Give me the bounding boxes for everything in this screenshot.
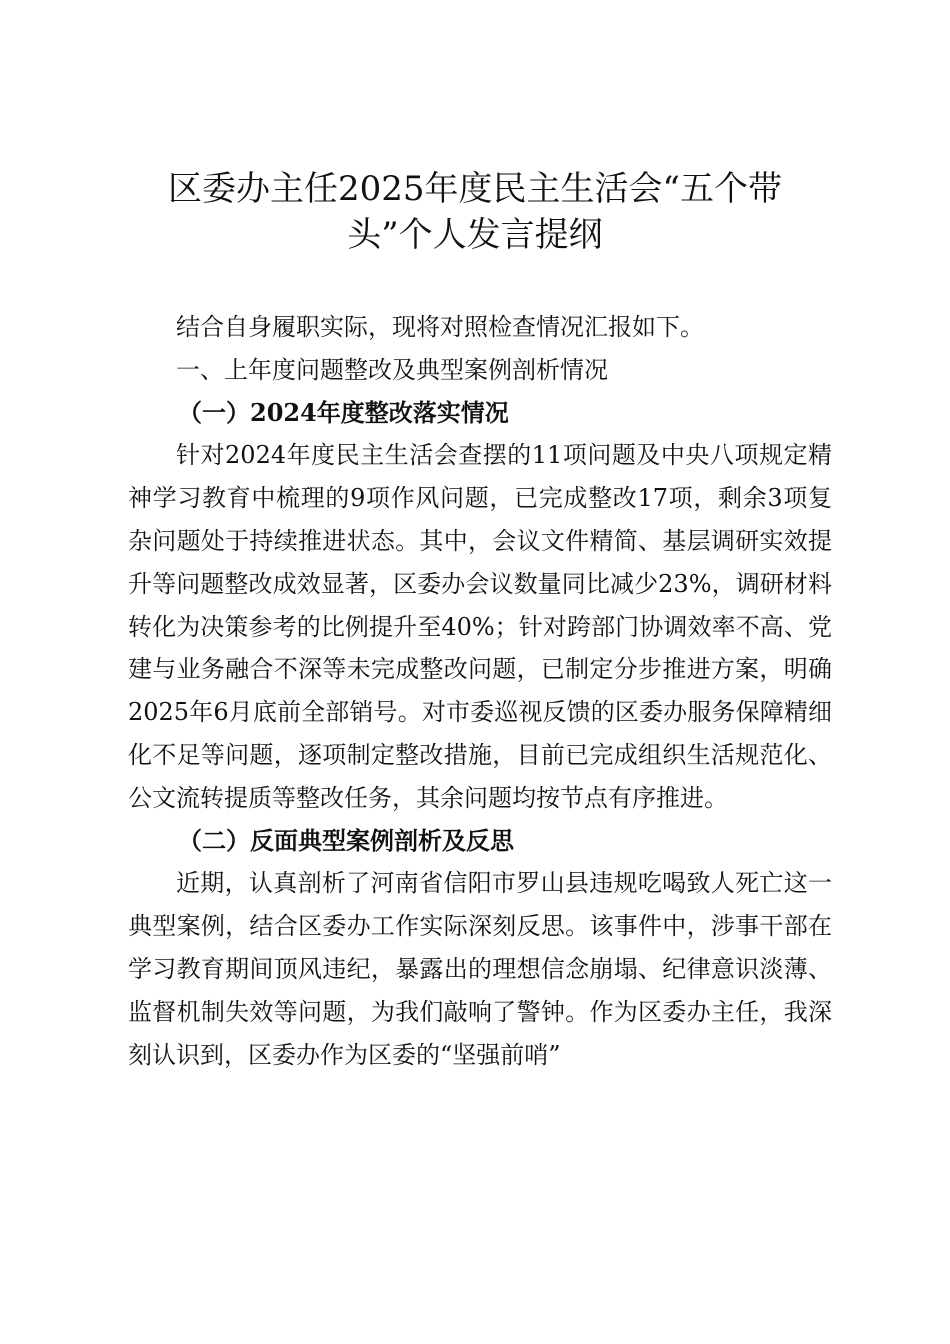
subsection-1-heading: （一）2024年度整改落实情况 xyxy=(178,397,509,427)
title-line-1: 区委办主任2025年度民主生活会“五个带 xyxy=(168,169,782,209)
title-line-2: 头”个人发言提纲 xyxy=(347,215,603,255)
intro-paragraph: 结合自身履职实际，现将对照检查情况汇报如下。 xyxy=(176,313,704,341)
section-1-heading: 一、上年度问题整改及典型案例剖析情况 xyxy=(176,355,608,384)
document-title xyxy=(120,166,830,258)
subsection-2-paragraph: 近期，认真剖析了河南省信阳市罗山县违规吃喝致人死亡这一典型案例，结合区委办工作实际深刻反思。该事件中，涉事干部在学习教育期间顶风违纪，暴露出的理想信念崩塌、纪律意识淡薄、监督机制失效等问题，为我们敲响了警钟。作为区委办主任，我深刻认识到，区委办作为区委的“坚强前哨” xyxy=(128,869,832,1069)
subsection-1-paragraph: 针对2024年度民主生活会查摆的11项问题及中央八项规定精神学习教育中梳理的9项作风问题，已完成整改17项，剩余3项复杂问题处于持续推进状态。其中，会议文件精简、基层调研实效提升等问题整改成效显著，区委办会议数量同比减少23%，调研材料转化为决策参考的比例提升至40%；针对跨部门协调效率不高、党建与业务融合不深等未完成整改问题，已制定分步推进方案，明确2025年6月底前全部销号。对市委巡视反馈的区委办服务保障精细化不足等问题，逐项制定整改措施，目前已完成组织生活规范化、公文流转提质等整改任务，其余问题均按节点有序推进。 xyxy=(128,441,832,812)
subsection-2-heading: （二）反面典型案例剖析及反思 xyxy=(178,825,514,855)
document-body xyxy=(128,306,832,1076)
